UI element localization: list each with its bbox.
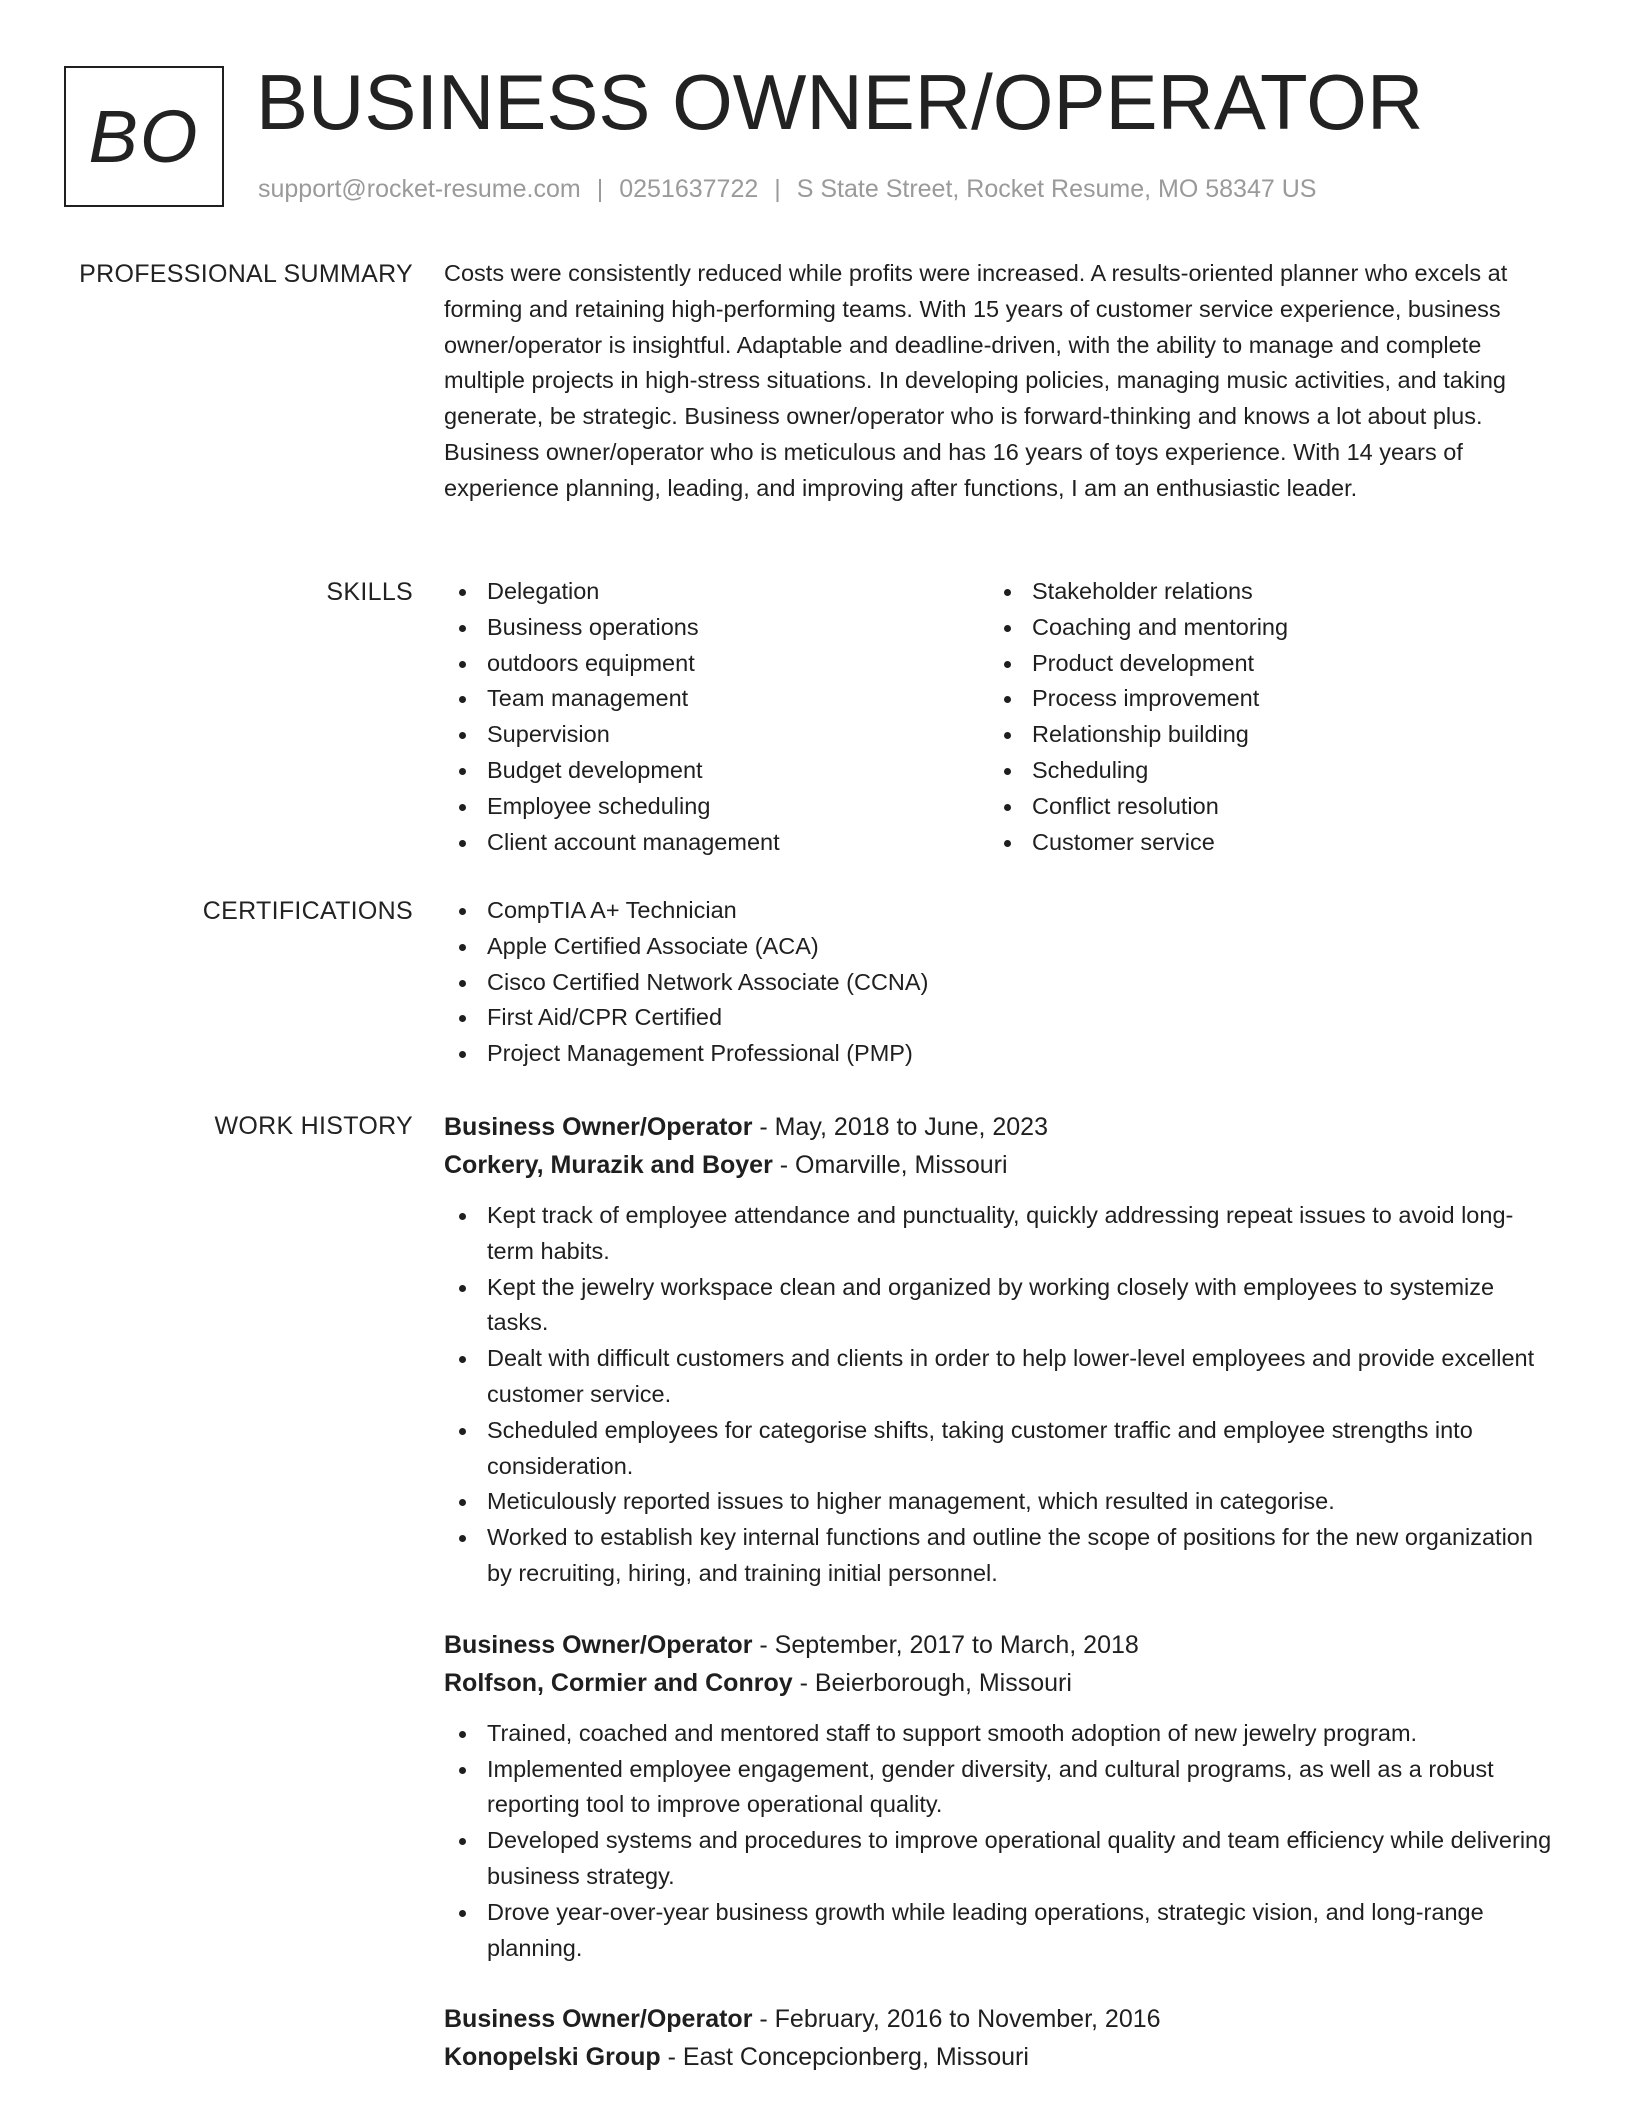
job-entry xyxy=(444,1108,1552,1592)
contact-line xyxy=(258,174,1316,204)
job-company: Rolfson, Cormier and Conroy xyxy=(444,1668,793,1697)
certifications-body xyxy=(444,893,1552,1072)
list-item: Coaching and mentoring xyxy=(989,610,1534,646)
job-title-line xyxy=(444,1108,1552,1146)
section-heading: PROFESSIONAL SUMMARY xyxy=(79,260,413,288)
contact-phone[interactable]: 0251637722 xyxy=(619,175,759,203)
list-item: First Aid/CPR Certified xyxy=(444,1000,1552,1036)
job-company: Konopelski Group xyxy=(444,2043,661,2072)
list-item: Client account management xyxy=(444,825,989,861)
skills-body xyxy=(444,574,1552,860)
list-item: Worked to establish key internal functions and outline the scope of positions for the new organization by recruiting, hiring, and training initial personnel. xyxy=(444,1520,1552,1592)
job-company: Corkery, Murazik and Boyer xyxy=(444,1151,773,1179)
list-item: Apple Certified Associate (ACA) xyxy=(444,929,1552,965)
skills-list-left xyxy=(444,574,989,860)
list-item: Cisco Certified Network Associate (CCNA) xyxy=(444,965,1552,1001)
job-title: Business Owner/Operator xyxy=(444,2005,753,2034)
contact-address: S State Street, Rocket Resume, MO 58347 US xyxy=(796,175,1317,203)
list-item: Kept track of employee attendance and punctuality, quickly addressing repeat issues to avoid long-term habits. xyxy=(444,1198,1552,1270)
list-item: Scheduling xyxy=(989,753,1534,789)
job-dates: - September, 2017 to March, 2018 xyxy=(752,1630,1139,1659)
page-title: BUSINESS OWNER/OPERATOR xyxy=(256,58,1424,146)
list-item: Supervision xyxy=(444,717,989,753)
job-location: - East Concepcionberg, Missouri xyxy=(660,2043,1029,2072)
summary-body xyxy=(444,256,1552,507)
list-item: Stakeholder relations xyxy=(989,574,1534,610)
list-item: Kept the jewelry workspace clean and organized by working closely with employees to systemize tasks. xyxy=(444,1270,1552,1342)
section-heading: WORK HISTORY xyxy=(214,1112,413,1140)
list-item: Employee scheduling xyxy=(444,789,989,825)
job-location: - Omarville, Missouri xyxy=(772,1151,1008,1179)
job-location: - Beierborough, Missouri xyxy=(792,1668,1072,1697)
section-heading: CERTIFICATIONS xyxy=(202,897,413,925)
section-heading: SKILLS xyxy=(326,578,413,606)
list-item: Drove year-over-year business growth while leading operations, strategic vision, and long-range planning. xyxy=(444,1895,1552,1967)
job-title: Business Owner/Operator xyxy=(444,1630,753,1659)
job-title-line xyxy=(444,2000,1552,2038)
list-item: Budget development xyxy=(444,753,989,789)
job-company-line xyxy=(444,2038,1552,2076)
list-item: Business operations xyxy=(444,610,989,646)
list-item: Relationship building xyxy=(989,717,1534,753)
summary-text: Costs were consistently reduced while profits were increased. A results-oriented planner who excels at forming and retaining high-performing teams. With 15 years of customer service experience, business owner/operator is insightful. Adaptable and deadline-driven, with the ability to manage and complete multiple projects in high-stress situations. In developing policies, managing music activities, and taking generate, be strategic. Business owner/operator who is forward-thinking and knows a lot about plus. Business owner/operator who is meticulous and has 16 years of toys experience. With 14 years of experience planning, leading, and improving after functions, I am an enthusiastic leader. xyxy=(444,260,1508,501)
list-item: Scheduled employees for categorise shifts, taking customer traffic and employee strengths into consideration. xyxy=(444,1413,1552,1485)
certifications-list xyxy=(444,893,1552,1072)
list-item: Conflict resolution xyxy=(989,789,1534,825)
list-item: CompTIA A+ Technician xyxy=(444,893,1552,929)
monogram-logo: BO xyxy=(64,66,224,207)
list-item: Dealt with difficult customers and clients in order to help lower-level employees and provide excellent customer service. xyxy=(444,1341,1552,1413)
list-item: Project Management Professional (PMP) xyxy=(444,1036,1552,1072)
contact-separator: | xyxy=(774,175,781,203)
job-bullets xyxy=(444,1716,1552,1967)
list-item: Customer service xyxy=(989,825,1534,861)
skills-list-right xyxy=(989,574,1534,860)
list-item: Meticulously reported issues to higher management, which resulted in categorise. xyxy=(444,1484,1552,1520)
job-entry xyxy=(444,2000,1552,2076)
job-dates: - February, 2016 to November, 2016 xyxy=(752,2005,1161,2034)
work-history-body xyxy=(444,1108,1552,2110)
job-dates: - May, 2018 to June, 2023 xyxy=(752,1113,1048,1141)
list-item: Trained, coached and mentored staff to support smooth adoption of new jewelry program. xyxy=(444,1716,1552,1752)
job-title: Business Owner/Operator xyxy=(444,1113,753,1141)
job-entry xyxy=(444,1626,1552,1967)
list-item: Implemented employee engagement, gender diversity, and cultural programs, as well as a robust reporting tool to improve operational quality. xyxy=(444,1752,1552,1824)
list-item: outdoors equipment xyxy=(444,646,989,682)
list-item: Product development xyxy=(989,646,1534,682)
list-item: Process improvement xyxy=(989,681,1534,717)
contact-email[interactable]: support@rocket-resume.com xyxy=(258,175,581,203)
job-company-line xyxy=(444,1664,1552,1702)
list-item: Delegation xyxy=(444,574,989,610)
contact-separator: | xyxy=(596,175,604,203)
job-title-line xyxy=(444,1626,1552,1664)
job-bullets xyxy=(444,1198,1552,1592)
list-item: Team management xyxy=(444,681,989,717)
job-company-line xyxy=(444,1146,1552,1184)
list-item: Developed systems and procedures to improve operational quality and team efficiency while delivering business strategy. xyxy=(444,1823,1552,1895)
